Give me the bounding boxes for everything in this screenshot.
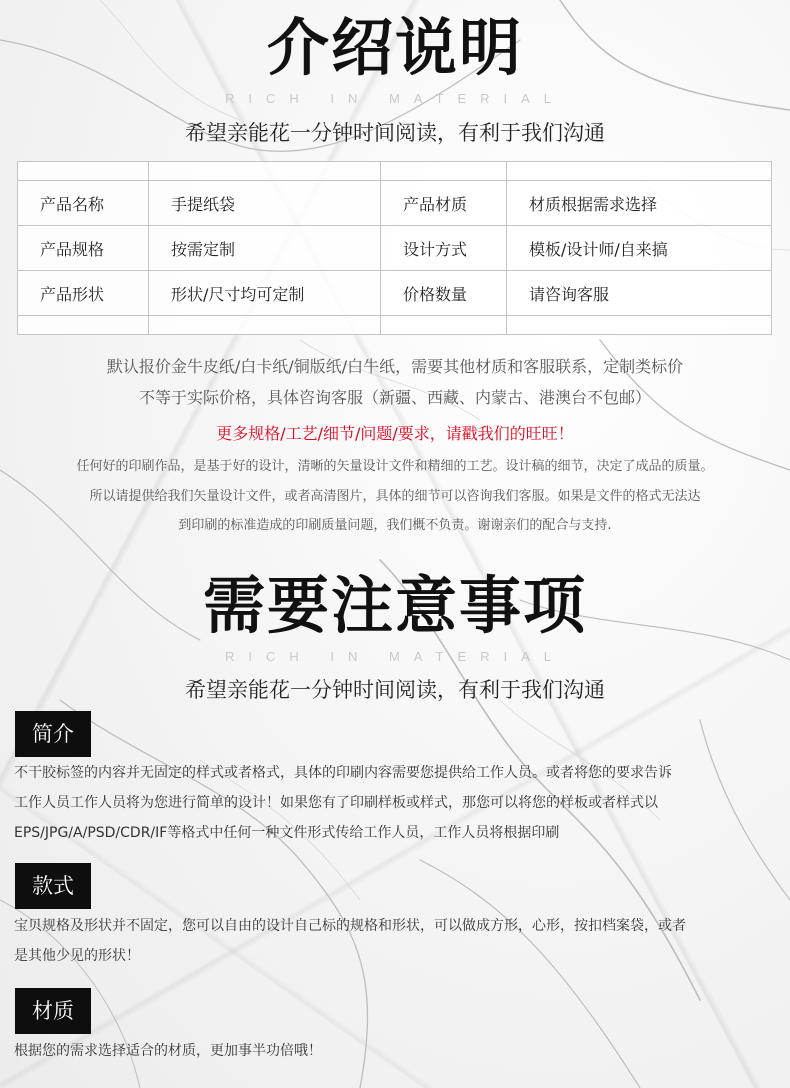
design-note-line2: 所以请提供给我们矢量设计文件，或者高清图片，具体的细节可以咨询我们客服。如果是文件的格式无法达 [89,489,701,504]
notice-subtitle: 希望亲能花一分钟时间阅读，有利于我们沟通 [185,678,605,702]
spec-label: 产品规格 [18,226,149,271]
intro-title: 介绍说明 [266,11,523,84]
table-spacer-row [18,162,772,181]
table-row [18,271,772,316]
watermark-text: RICH IN MATERIAL [224,91,566,106]
style-paragraph [14,911,786,971]
paragraph-line: EPS/JPG/A/PSD/CDR/IF等格式中任何一种文件形式传给工作人员，工作人员将根据印刷 [14,825,560,841]
paragraph-line: 根据您的需求选择适合的材质，更加事半功倍哦！ [14,1043,322,1059]
pricing-note-line1: 默认报价金牛皮纸/白卡纸/铜版纸/白牛纸，需要其他材质和客服联系，定制类标价 [106,357,684,376]
spec-value: 按需定制 [149,226,381,271]
notice-title: 需要注意事项 [202,569,587,642]
contact-highlight: 更多规格/工艺/细节/问题/要求，请戳我们的旺旺！ [216,424,574,443]
spec-value: 形状/尺寸均可定制 [149,271,381,316]
paragraph-line: 宝贝规格及形状并不固定，您可以自由的设计自己标的规格和形状，可以做成方形，心形，按扣档案袋，或者 [14,918,686,934]
style-tag: 款式 [15,863,91,909]
spec-label: 产品材质 [381,181,507,226]
design-note-line1: 任何好的印刷作品，是基于好的设计，清晰的矢量设计文件和精细的工艺。设计稿的细节，决定了成品的质量。 [76,459,714,474]
spec-value: 请咨询客服 [507,271,772,316]
spec-table [17,161,772,335]
material-paragraph [14,1036,786,1066]
paragraph-line: 工作人员工作人员将为您进行简单的设计！如果您有了印刷样板或样式，那您可以将您的样板或者样式以 [14,795,658,811]
table-row [18,226,772,271]
spec-label: 产品形状 [18,271,149,316]
design-note-line3: 到印刷的标准造成的印刷质量问题，我们概不负责。谢谢亲们的配合与支持. [178,518,612,533]
material-tag: 材质 [15,988,91,1034]
table-row [18,181,772,226]
intro-tag: 简介 [15,711,91,757]
intro-subtitle: 希望亲能花一分钟时间阅读，有利于我们沟通 [185,121,605,145]
paragraph-line: 是其他少见的形状！ [14,948,140,964]
spec-label: 价格数量 [381,271,507,316]
spec-value: 手提纸袋 [149,181,381,226]
spec-label: 设计方式 [381,226,507,271]
intro-paragraph [14,758,786,848]
spec-value: 材质根据需求选择 [507,181,772,226]
watermark-text: RICH IN MATERIAL [224,649,566,664]
pricing-note-line2: 不等于实际价格，具体咨询客服（新疆、西藏、内蒙古、港澳台不包邮） [138,388,651,407]
paragraph-line: 不干胶标签的内容并无固定的样式或者格式，具体的印刷内容需要您提供给工作人员。或者将您的要求告诉 [14,765,672,781]
spec-value: 模板/设计师/自来搞 [507,226,772,271]
spec-label: 产品名称 [18,181,149,226]
table-spacer-row [18,316,772,335]
